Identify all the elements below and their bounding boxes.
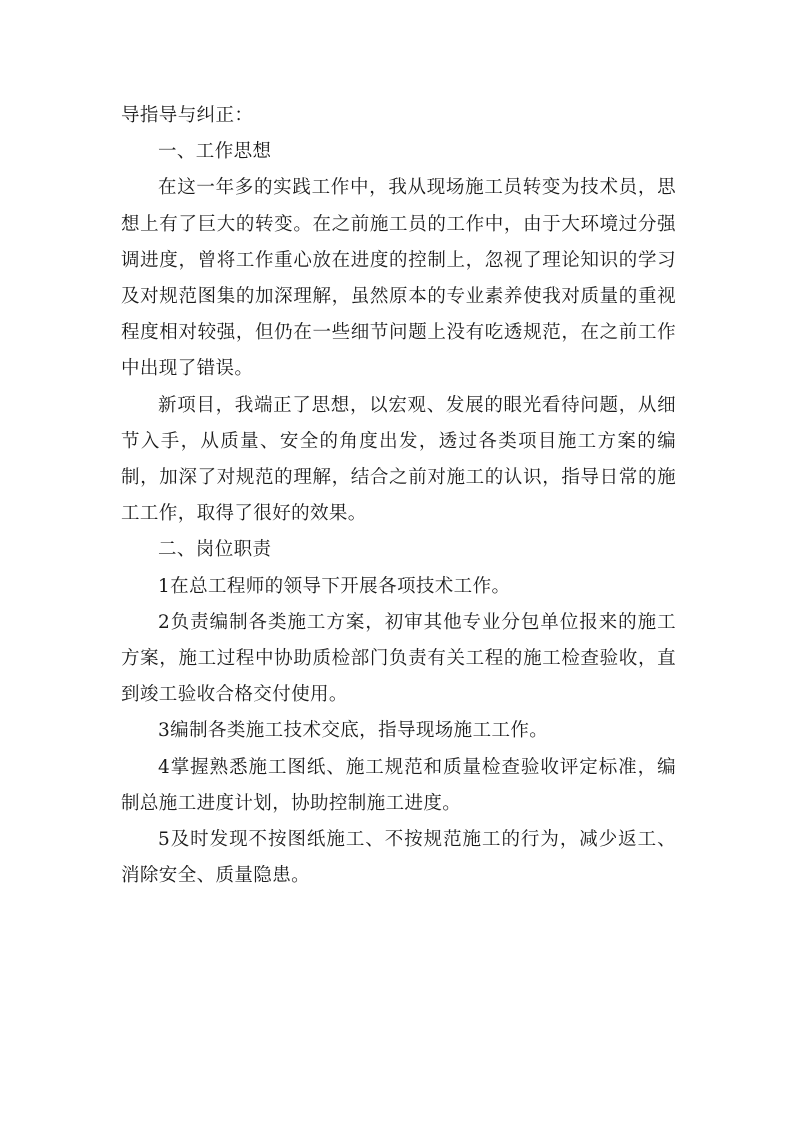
- duty-item-5: 5及时发现不按图纸施工、不按规范施工的行为，减少返工、消除安全、质量隐患。: [121, 829, 676, 887]
- paragraph-continuation: 导指导与纠正：: [121, 105, 254, 126]
- duty-item-3: 3编制各类施工技术交底，指导现场施工工作。: [158, 720, 549, 742]
- paragraph-new-project: 新项目，我端正了思想，以宏观、发展的眼光看待问题，从细节入手，从质量、安全的角度出发，透过各类项目施工方案的编制，加深了对规范的理解，结合之前对施工的认识，指导日常的施工工作，取得了很好的效果。: [121, 394, 676, 525]
- document-body: [121, 98, 676, 894]
- duty-item-2: 2负责编制各类施工方案，初审其他专业分包单位报来的施工方案，施工过程中协助质检部门负责有关工程的施工检查验收，直到竣工验收合格交付使用。: [121, 611, 676, 706]
- paragraph-practice: 在这一年多的实践工作中，我从现场施工员转变为技术员，思想上有了巨大的转变。在之前施工员的工作中，由于大环境过分强调进度，曾将工作重心放在进度的控制上，忽视了理论知识的学习及对规范图集的加深理解，虽然原本的专业素养使我对质量的重视程度相对较强，但仍在一些细节问题上没有吃透规范，在之前工作中出现了错误。: [121, 177, 676, 380]
- section-heading-duties: 二、岗位职责: [158, 539, 272, 561]
- duty-item-4: 4掌握熟悉施工图纸、施工规范和质量检查验收评定标准，编制总施工进度计划，协助控制施工进度。: [121, 756, 676, 814]
- section-heading-work-thought: 一、工作思想: [158, 141, 272, 163]
- duty-item-1: 1在总工程师的领导下开展各项技术工作。: [158, 575, 511, 597]
